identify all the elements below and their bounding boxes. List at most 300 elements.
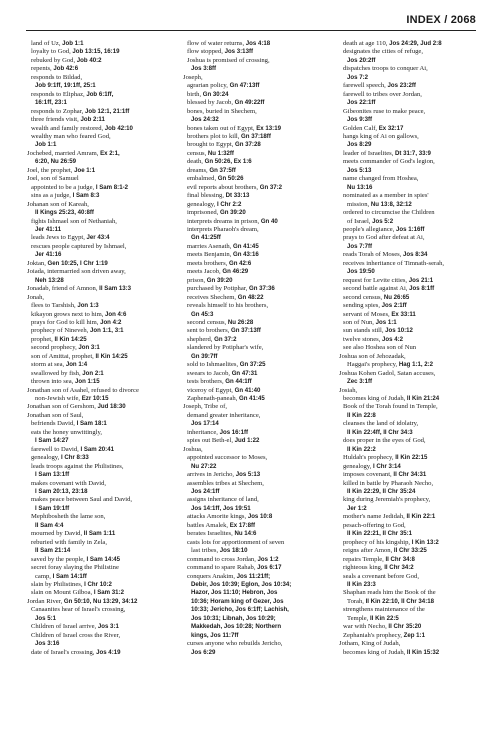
entry-text: non-Jewish wife, xyxy=(35,395,81,403)
scripture-reference: II Sam 21:14 xyxy=(35,547,71,555)
index-entry xyxy=(27,226,175,234)
scripture-reference: Jos 5:13 xyxy=(235,471,261,479)
scripture-reference: Jon 1:4 xyxy=(65,361,88,369)
index-entry xyxy=(27,513,175,521)
entry-text: does proper in the eyes of God, xyxy=(343,437,426,445)
index-entry xyxy=(183,141,331,149)
scripture-reference: I Sam 18:1 xyxy=(76,420,107,428)
scripture-reference: II Kings 25:23, 40:8ff xyxy=(35,209,94,217)
index-entry xyxy=(183,57,331,65)
index-entry xyxy=(183,454,331,462)
scripture-reference: I Sam 20:13, 23:18 xyxy=(35,488,88,496)
page-title: INDEX / 2068 xyxy=(406,14,476,26)
entry-text: imposes covenant, xyxy=(343,471,392,479)
entry-text: of Israel, xyxy=(347,217,371,225)
entry-text: meets commander of God's legion, xyxy=(343,158,435,166)
index-entry xyxy=(183,302,331,310)
entry-text: swears to Jacob, xyxy=(187,369,231,377)
index-entry xyxy=(27,353,175,361)
index-column-1 xyxy=(27,40,175,734)
scripture-reference: Jos 5:1 xyxy=(35,614,57,622)
index-entry xyxy=(339,387,487,395)
entry-text: slandered by Potiphar's wife, xyxy=(187,344,264,352)
entry-text: ordered to circumcise the Children xyxy=(343,209,435,217)
scripture-reference: Jos 17:14 xyxy=(191,420,219,428)
entry-text: Jonathan son of Gershom, xyxy=(27,403,96,411)
index-entry xyxy=(339,226,487,234)
scripture-reference: Gn 44:1ff xyxy=(225,378,252,386)
entry-text: genealogy, xyxy=(31,454,60,462)
index-entry xyxy=(27,65,175,73)
index-entry xyxy=(183,268,331,276)
index-entry xyxy=(183,201,331,209)
index-entry xyxy=(183,471,331,479)
scripture-reference: 6:20, Nu 26:59 xyxy=(35,158,76,166)
scripture-reference: Jos 23:2ff xyxy=(387,82,416,90)
index-entry xyxy=(183,311,331,319)
entry-text: reburied with family in Zela, xyxy=(31,538,107,546)
entry-text: leads troops against the Philistines, xyxy=(31,462,124,470)
entry-text: arrives in Jericho, xyxy=(187,471,235,479)
index-entry xyxy=(339,141,487,149)
entry-text: receives inheritance of Timnath-serah, xyxy=(343,259,445,267)
entry-text: last tribes, xyxy=(191,547,219,555)
scripture-reference: Ex 17:8ff xyxy=(229,521,256,529)
scripture-reference: Debir, Jos 10:39; Eglon, Jos 10:34; xyxy=(191,581,292,588)
index-entry xyxy=(27,606,175,614)
index-entry xyxy=(183,589,331,597)
index-entry xyxy=(27,302,175,310)
index-entry xyxy=(339,496,487,504)
index-entry xyxy=(339,243,487,251)
index-entry xyxy=(27,505,175,513)
scripture-reference: I Sam 13:1ff xyxy=(35,471,70,479)
entry-text: conquers Anakim, xyxy=(187,572,235,580)
index-entry xyxy=(27,184,175,192)
index-entry xyxy=(339,150,487,158)
index-entry xyxy=(339,573,487,581)
index-entry xyxy=(339,218,487,226)
entry-text: reigns after Amon, xyxy=(343,547,393,555)
index-entry xyxy=(27,615,175,623)
entry-text: Zaphenath-paneah, xyxy=(187,395,238,403)
scripture-reference: Jos 7:7ff xyxy=(347,242,373,250)
entry-text: slain by Philistines, xyxy=(31,581,83,588)
scripture-reference: Nu 13:8, 32:12 xyxy=(370,200,412,208)
entry-text: Mephibosheth the lame son, xyxy=(31,513,106,521)
scripture-reference: Gn 37:13ff xyxy=(230,327,261,335)
entry-text: Jotham, King of Judah, xyxy=(339,640,401,648)
scripture-reference: Jos 18:10 xyxy=(219,547,248,555)
index-entry xyxy=(339,175,487,183)
index-entry xyxy=(27,547,175,555)
index-entry xyxy=(339,192,487,200)
index-entry xyxy=(183,556,331,564)
scripture-reference: Hazor, Jos 11:10; Hebron, Jos xyxy=(191,589,278,597)
entry-text: sold to Ishmaelites, xyxy=(187,361,239,369)
entry-text: son of Amittai, prophet, xyxy=(31,352,94,360)
scripture-reference: Jos 10:31; Libnah, Jos 10:29; xyxy=(191,614,276,622)
index-entry xyxy=(27,530,175,538)
scripture-reference: Ezr 10:15 xyxy=(81,395,109,403)
scripture-reference: Jer 41:16 xyxy=(35,251,62,259)
index-entry xyxy=(339,82,487,90)
index-entry xyxy=(27,344,175,352)
index-entry xyxy=(27,48,175,56)
scripture-reference: II Kin 14:25 xyxy=(54,335,87,343)
scripture-reference: Jos 4:18 xyxy=(245,40,271,47)
scripture-reference: II Kin 22:10, II Chr 34:18 xyxy=(365,597,435,605)
entry-text: interprets Pharaoh's dream, xyxy=(187,225,259,233)
scripture-reference: II Kin 22:1 xyxy=(406,513,436,521)
index-entry xyxy=(339,539,487,547)
entry-text: death at age 110, xyxy=(343,40,388,47)
entry-text: eats the honey unwittingly, xyxy=(31,428,102,436)
index-entry xyxy=(339,336,487,344)
index-entry xyxy=(183,615,331,623)
entry-text: name changed from Hoshea, xyxy=(343,175,419,183)
scripture-reference: Jos 4:19 xyxy=(96,648,121,656)
scripture-reference: Gn 37:18ff xyxy=(241,132,271,140)
entry-text: fights Ishmael son of Nethaniah, xyxy=(31,217,117,225)
index-entry xyxy=(183,108,331,116)
index-entry xyxy=(183,623,331,631)
scripture-reference: Jos 1:1 xyxy=(375,318,397,326)
index-entry xyxy=(339,522,487,530)
scripture-reference: Job 12:1, 21:1ff xyxy=(84,107,130,115)
entry-text: assigns inheritance of land, xyxy=(187,496,259,504)
scripture-reference: II Kin 22:4ff, II Chr 34:3 xyxy=(347,428,413,436)
entry-text: righteous king, xyxy=(343,564,383,572)
entry-text: tests brothers, xyxy=(187,378,224,386)
entry-text: evil reports about brothers, xyxy=(187,183,259,191)
index-entry xyxy=(27,209,175,217)
scripture-reference: Gn 46:29 xyxy=(222,268,249,276)
running-header xyxy=(26,10,476,31)
entry-text: Temple, xyxy=(347,614,369,622)
index-entry xyxy=(183,40,331,48)
entry-text: flow stopped, xyxy=(187,48,223,56)
index-entry xyxy=(339,251,487,259)
index-entry xyxy=(27,294,175,302)
entry-text: killed in battle by Pharaoh Necho, xyxy=(343,479,434,487)
index-entry xyxy=(183,429,331,437)
index-entry xyxy=(339,488,487,496)
entry-text: secret foray slaying the Philistine xyxy=(31,564,119,572)
entry-text: Jonah, xyxy=(27,293,45,301)
scripture-reference: Jos 2:1ff xyxy=(381,302,407,310)
index-entry xyxy=(339,403,487,411)
entry-text: Joshua son of Jehozadak, xyxy=(339,352,406,360)
scripture-reference: II Kin 22:29, II Chr 35:24 xyxy=(347,488,416,496)
scripture-reference: Jos 1:2 xyxy=(257,555,279,563)
index-entry xyxy=(27,539,175,547)
index-entry xyxy=(183,319,331,327)
index-entry xyxy=(27,370,175,378)
entry-text: Joshua, xyxy=(183,445,203,453)
index-entry xyxy=(27,285,175,293)
index-entry xyxy=(339,285,487,293)
index-entry xyxy=(27,387,175,395)
entry-text: camp, xyxy=(35,572,51,580)
entry-text: thrown into sea, xyxy=(31,378,74,386)
entry-text: marries Asenath, xyxy=(187,242,232,250)
scripture-reference: Jos 7:2 xyxy=(347,73,369,81)
scripture-reference: Gn 37:5ff xyxy=(209,166,236,174)
scripture-reference: Gn 30:24 xyxy=(202,90,229,98)
entry-text: loyalty to God, xyxy=(31,48,71,56)
scripture-reference: Gn 37:36 xyxy=(249,285,275,293)
entry-text: reveals himself to his brothers, xyxy=(187,302,269,310)
index-entry xyxy=(27,564,175,572)
index-entry xyxy=(339,184,487,192)
index-entry xyxy=(183,277,331,285)
scripture-reference: Job 1:1 xyxy=(62,40,84,47)
index-entry xyxy=(183,209,331,217)
index-entry xyxy=(183,573,331,581)
scripture-reference: Gn 41:25ff xyxy=(191,234,221,242)
scripture-reference: Jos 3:1 xyxy=(97,623,119,631)
entry-text: responds to Eliphaz, xyxy=(31,90,85,98)
index-entry xyxy=(339,412,487,420)
index-entry xyxy=(183,632,331,640)
entry-text: Joshua is promised of crossing, xyxy=(187,56,270,64)
scripture-reference: Jos 16:1ff xyxy=(219,428,249,436)
index-entry xyxy=(339,581,487,589)
scripture-reference: Nu 26:65 xyxy=(383,293,410,301)
index-entry xyxy=(339,564,487,572)
scripture-reference: Ex 13:19 xyxy=(256,124,281,132)
index-entry xyxy=(27,395,175,403)
index-entry xyxy=(183,539,331,547)
scripture-reference: II Kin 15:32 xyxy=(406,648,440,656)
entry-text: Jochebed, married Amram, xyxy=(27,149,99,157)
index-entry xyxy=(183,370,331,378)
scripture-reference: I Sam 8:1-2 xyxy=(95,183,129,191)
entry-text: becomes king of Judah, xyxy=(343,395,406,403)
entry-text: request for Levite cities, xyxy=(343,276,408,284)
index-entry xyxy=(183,395,331,403)
entry-text: three friends visit, xyxy=(31,116,79,124)
index-entry xyxy=(183,598,331,606)
scripture-reference: Gn 48:22 xyxy=(237,293,264,301)
index-entry xyxy=(183,564,331,572)
entry-text: battles Amalek, xyxy=(187,521,229,529)
entry-text: prays for God to kill him, xyxy=(31,318,99,326)
entry-text: twelve stones, xyxy=(343,335,381,343)
index-entry xyxy=(27,167,175,175)
entry-text: final blessing, xyxy=(187,192,224,200)
entry-text: wealth and family restored, xyxy=(31,124,104,132)
index-entry xyxy=(339,480,487,488)
scripture-reference: I Chr 8:33 xyxy=(60,454,89,462)
scripture-reference: Gn 47:13ff xyxy=(229,82,260,90)
index-entry xyxy=(183,437,331,445)
scripture-reference: 10:36; Horam king of Gezer, Jos xyxy=(191,597,284,605)
index-entry xyxy=(339,437,487,445)
scripture-reference: Job 1:1 xyxy=(35,141,57,149)
entry-text: Josiah, xyxy=(339,386,358,394)
index-entry xyxy=(183,488,331,496)
index-entry xyxy=(339,311,487,319)
index-entry xyxy=(339,294,487,302)
index-entry xyxy=(183,234,331,242)
scripture-reference: Gn 42:6 xyxy=(228,259,252,267)
entry-text: Canaanites hear of Israel's crossing, xyxy=(31,606,126,614)
index-entry xyxy=(183,344,331,352)
entry-text: meets brothers, xyxy=(187,259,228,267)
scripture-reference: Jos 3:16 xyxy=(35,640,60,648)
entry-text: makes peace between Saul and David, xyxy=(31,496,133,504)
index-entry xyxy=(339,589,487,597)
scripture-reference: Jos 8:34 xyxy=(403,251,428,259)
index-entry xyxy=(339,234,487,242)
entry-text: interprets dreams in prison, xyxy=(187,217,260,225)
scripture-reference: II Chr 34:2 xyxy=(384,564,414,572)
entry-text: appointed successor to Moses, xyxy=(187,454,268,462)
entry-text: blessed by Jacob, xyxy=(187,99,233,107)
entry-text: berates Israelites, xyxy=(187,530,233,538)
index-entry xyxy=(339,454,487,462)
index-column-2 xyxy=(183,40,331,734)
index-entry xyxy=(27,336,175,344)
entry-text: Jonadab, friend of Amnon, xyxy=(27,285,98,293)
entry-text: reads Torah of Moses, xyxy=(343,251,402,259)
index-entry xyxy=(183,251,331,259)
scripture-reference: Nu 14:6 xyxy=(234,530,257,538)
scripture-reference: Gn 41:45 xyxy=(239,395,265,403)
entry-text: Joktan, xyxy=(27,259,46,267)
index-entry xyxy=(27,649,175,657)
index-entry xyxy=(183,505,331,513)
entry-text: nominated as a member in spies' xyxy=(343,192,429,200)
index-entry xyxy=(27,116,175,124)
scripture-reference: Joe 1:1 xyxy=(74,166,96,174)
entry-text: farewell speech, xyxy=(343,82,386,90)
entry-text: cleanses the land of idolatry, xyxy=(343,420,419,428)
entry-text: responds to Zophar, xyxy=(31,107,84,115)
index-entry xyxy=(339,125,487,133)
entry-text: see also Hoshea son of Nun xyxy=(343,344,417,352)
entry-text: rescues people captured by Ishmael, xyxy=(31,242,127,250)
index-entry xyxy=(183,420,331,428)
index-entry xyxy=(183,294,331,302)
index-entry xyxy=(27,277,175,285)
entry-text: befriends David, xyxy=(31,420,75,428)
entry-text: leader of Israelites, xyxy=(343,149,394,157)
scripture-reference: Gn 39:20 xyxy=(219,209,246,217)
scripture-reference: Gn 37:2 xyxy=(214,335,237,343)
scripture-reference: Job 6:1ff, xyxy=(86,90,114,98)
entry-text: birth, xyxy=(187,90,202,98)
index-entry xyxy=(183,530,331,538)
scripture-reference: Gn 37:2 xyxy=(259,183,283,191)
entry-text: second battle against Ai, xyxy=(343,285,408,293)
index-entry xyxy=(183,74,331,82)
scripture-reference: I Sam 14:27 xyxy=(35,437,69,445)
scripture-reference: Job 42:10 xyxy=(104,124,133,132)
entry-text: receives Shechem, xyxy=(187,293,237,301)
scripture-reference: Jon 1:3 xyxy=(77,302,99,310)
index-entry xyxy=(339,640,487,648)
scripture-reference: Dt 31:7, 33:9 xyxy=(395,149,431,157)
index-entry xyxy=(339,513,487,521)
scripture-reference: I Sam 20:41 xyxy=(80,445,114,453)
scripture-reference: Jos 5:2 xyxy=(372,217,394,225)
entry-text: Joel, the prophet, xyxy=(27,166,73,174)
index-entry xyxy=(183,184,331,192)
index-entry xyxy=(27,598,175,606)
index-entry xyxy=(27,471,175,479)
scripture-reference: I Sam 31:2 xyxy=(93,589,124,597)
entry-text: spies out Beth-el, xyxy=(187,437,233,445)
index-entry xyxy=(339,370,487,378)
entry-text: storm at sea, xyxy=(31,361,65,369)
scripture-reference: Jos 14:1ff, Jos 19:51 xyxy=(191,504,251,512)
entry-text: appointed to be a judge, xyxy=(31,183,95,191)
index-entry xyxy=(27,640,175,648)
scripture-reference: Gn 37:25 xyxy=(239,361,266,369)
index-entry xyxy=(339,505,487,513)
index-entry xyxy=(339,158,487,166)
index-entry xyxy=(339,623,487,631)
scripture-reference: Jos 19:50 xyxy=(347,268,375,276)
index-entry xyxy=(339,260,487,268)
scripture-reference: II Kin 22:15 xyxy=(395,454,428,462)
entry-text: embalmed, xyxy=(187,175,217,183)
index-entry xyxy=(183,133,331,141)
index-entry xyxy=(339,65,487,73)
scripture-reference: Jon 4:6 xyxy=(105,310,127,318)
index-entry xyxy=(27,260,175,268)
index-entry xyxy=(27,429,175,437)
scripture-reference: 10:33; Jericho, Jos 6:1ff; Lachish, xyxy=(191,606,289,614)
entry-text: genealogy, xyxy=(343,462,372,470)
scripture-reference: II Kin 22:8 xyxy=(347,411,376,419)
scripture-reference: Jud 18:30 xyxy=(97,403,126,411)
entry-text: son of Nun, xyxy=(343,318,374,326)
entry-text: swallowed by fish, xyxy=(31,369,81,377)
entry-text: mourned by David, xyxy=(31,530,83,538)
index-entry xyxy=(27,40,175,48)
index-entry xyxy=(339,302,487,310)
entry-text: Joseph, Tribe of, xyxy=(183,403,227,411)
entry-text: second census, xyxy=(343,293,383,301)
scripture-reference: II Kin 22:5 xyxy=(369,614,399,622)
scripture-reference: Job 9:1ff, 19:1ff, 25:1 xyxy=(35,82,96,90)
index-entry xyxy=(183,353,331,361)
scripture-reference: I Sam 14:45 xyxy=(86,555,121,563)
index-entry xyxy=(339,48,487,56)
index-entry xyxy=(339,530,487,538)
index-entry xyxy=(183,99,331,107)
index-entry xyxy=(27,581,175,589)
entry-text: Joel, son of Samuel xyxy=(27,175,79,183)
scripture-reference: Ex 32:17 xyxy=(378,124,404,132)
scripture-reference: Gn 41:45 xyxy=(232,242,259,250)
scripture-reference: II Chr 35:20 xyxy=(388,623,422,631)
index-entry xyxy=(183,640,331,648)
index-entry xyxy=(27,589,175,597)
scripture-reference: Neh 13:28 xyxy=(35,276,64,284)
entry-text: command to spare Rahab, xyxy=(187,564,256,572)
scripture-reference: Gn 47:31 xyxy=(231,369,258,377)
scripture-reference: Jos 6:17 xyxy=(257,564,282,572)
scripture-reference: I Kin 13:2 xyxy=(411,538,439,546)
scripture-reference: Jos 10:8 xyxy=(247,513,273,521)
index-entry xyxy=(183,158,331,166)
index-entry xyxy=(339,167,487,175)
